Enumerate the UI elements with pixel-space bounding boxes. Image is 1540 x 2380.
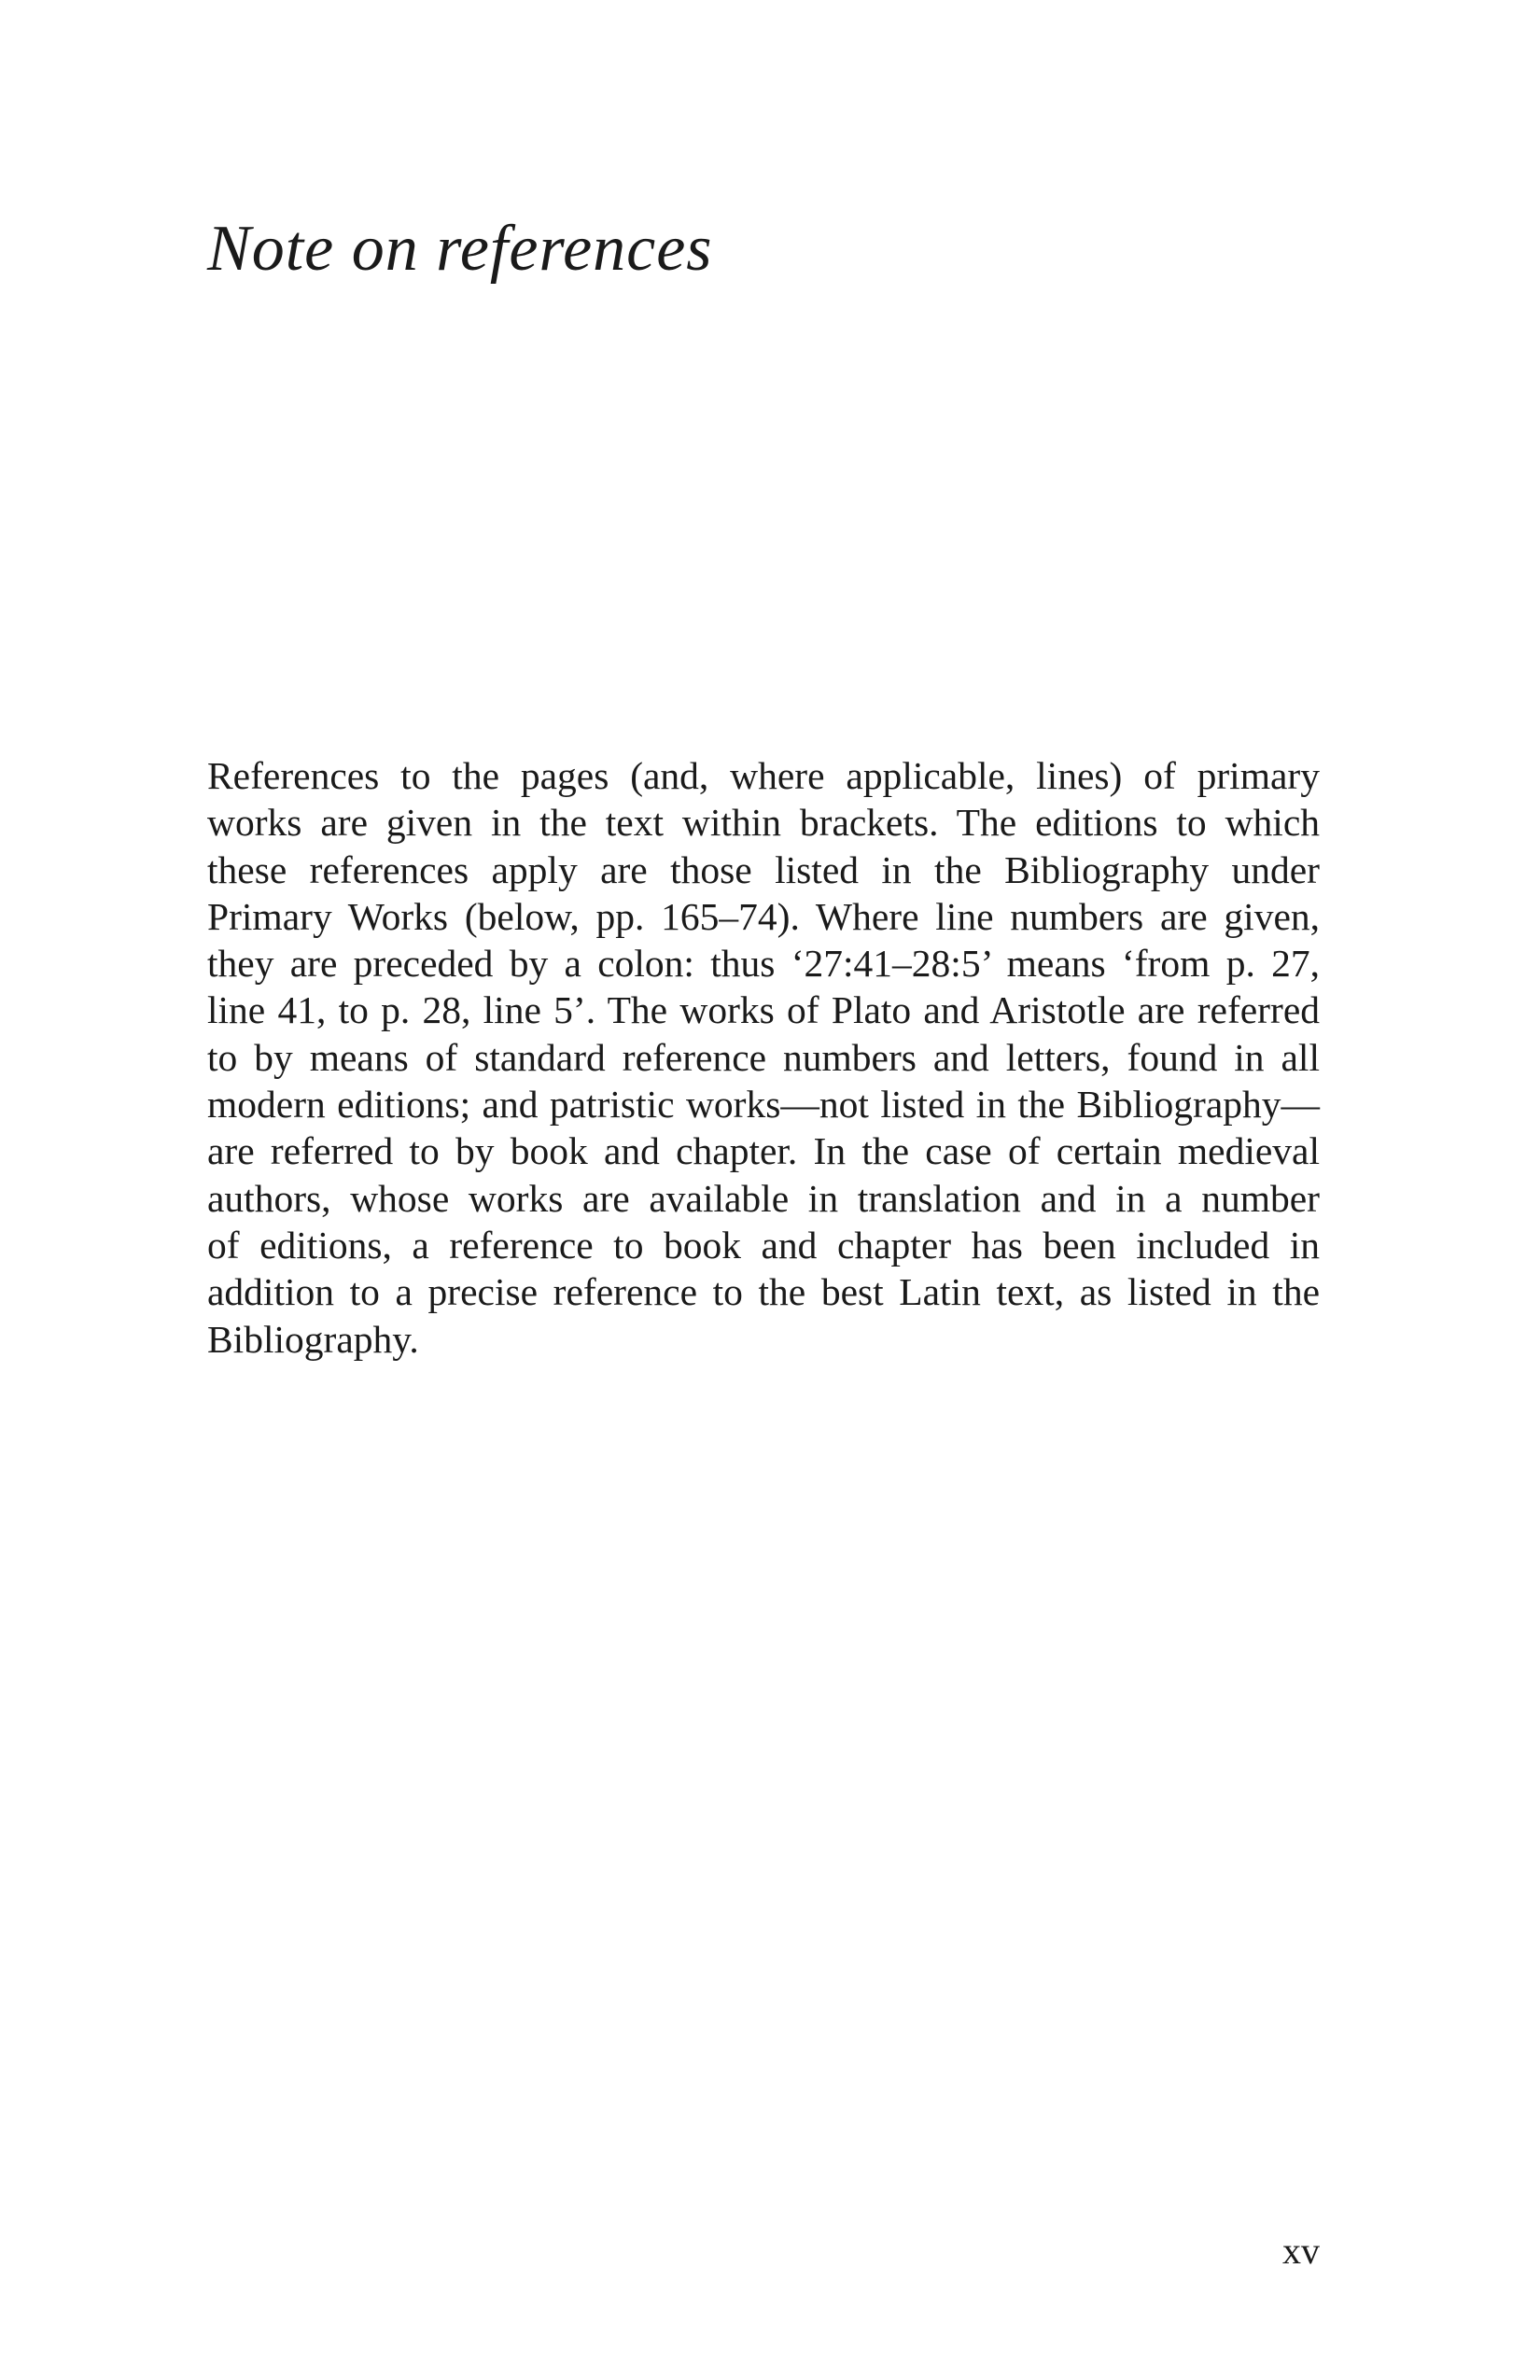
- page-number: xv: [1282, 2230, 1320, 2272]
- paragraph-line: modern editions; and patristic works—not listed in the Bibliography—: [207, 1083, 1320, 1127]
- paragraph-line: works are given in the text within brackets. The editions to which: [207, 801, 1320, 845]
- paragraph-line: Bibliography.: [207, 1317, 419, 1361]
- paragraph-line: these references apply are those listed in the Bibliography under: [207, 847, 1320, 891]
- paragraph-line: References to the pages (and, where applicable, lines) of primary: [207, 754, 1320, 797]
- paragraph-line: authors, whose works are available in translation and in a number: [207, 1176, 1320, 1220]
- paragraph-line: to by means of standard reference numbers and letters, found in all: [207, 1035, 1320, 1079]
- paragraph-line: line 41, to p. 28, line 5’. The works of Plato and Aristotle are referred: [207, 988, 1320, 1032]
- paragraph-line: addition to a precise reference to the best Latin text, as listed in the: [207, 1270, 1320, 1314]
- page-title: Note on references: [207, 213, 713, 285]
- paragraph-line: Primary Works (below, pp. 165–74). Where line numbers are given,: [207, 894, 1320, 938]
- body-paragraph: [207, 752, 1320, 1363]
- paragraph-line: they are preceded by a colon: thus ‘27:41–28:5’ means ‘from p. 27,: [207, 942, 1320, 986]
- paragraph-line: of editions, a reference to book and chapter has been included in: [207, 1223, 1320, 1267]
- paragraph-line: are referred to by book and chapter. In the case of certain medieval: [207, 1129, 1320, 1173]
